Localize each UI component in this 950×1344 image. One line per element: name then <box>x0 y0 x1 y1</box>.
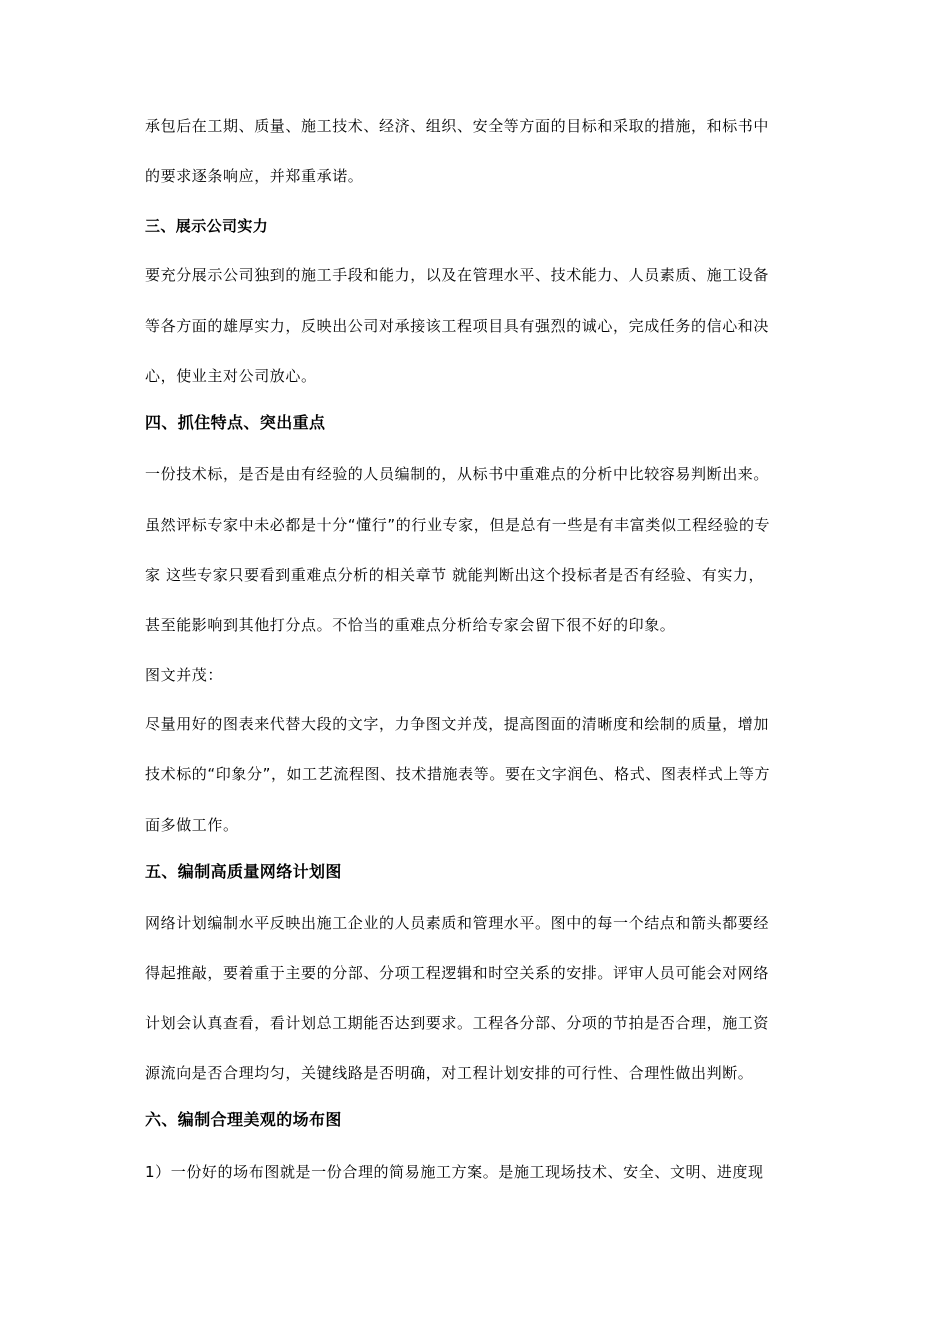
paragraph-line: 技术标的“印象分”，如工艺流程图、技术措施表等。要在文字润色、格式、图表样式上等方 <box>145 765 771 783</box>
paragraph-line: 一份技术标，是否是由有经验的人员编制的，从标书中重难点的分析中比较容易判断出来。 <box>145 465 770 483</box>
paragraph-line: 的要求逐条响应，并郑重承诺。 <box>145 167 364 185</box>
section-heading: 三、展示公司实力 <box>145 217 269 235</box>
paragraph-line: 面多做工作。 <box>145 816 239 834</box>
subheading: 图文并茂： <box>145 666 224 684</box>
paragraph-line: 家 这些专家只要看到重难点分析的相关章节 就能判断出这个投标者是否有经验、有实力， <box>145 566 765 584</box>
section-heading: 六、编制合理美观的场布图 <box>145 1110 342 1129</box>
paragraph-line: 心，使业主对公司放心。 <box>145 367 317 385</box>
paragraph-line: 等各方面的雄厚实力，反映出公司对承接该工程项目具有强烈的诚心，完成任务的信心和决 <box>145 317 770 335</box>
paragraph-line: 得起推敲，要着重于主要的分部、分项工程逻辑和时空关系的安排。评审人员可能会对网络 <box>145 964 770 982</box>
paragraph-line: 要充分展示公司独到的施工手段和能力，以及在管理水平、技术能力、人员素质、施工设备 <box>145 266 770 284</box>
paragraph-line: 计划会认真查看，看计划总工期能否达到要求。工程各分部、分项的节拍是否合理，施工资 <box>145 1014 770 1032</box>
paragraph-line: 甚至能影响到其他打分点。不恰当的重难点分析给专家会留下很不好的印象。 <box>145 616 676 634</box>
paragraph-line: 尽量用好的图表来代替大段的文字，力争图文并茂，提高图面的清晰度和绘制的质量，增加 <box>145 715 770 733</box>
paragraph-line: 网络计划编制水平反映出施工企业的人员素质和管理水平。图中的每一个结点和箭头都要经 <box>145 914 770 932</box>
section-heading: 四、抓住特点、突出重点 <box>145 413 326 432</box>
paragraph-line: 虽然评标专家中未必都是十分“懂行”的行业专家，但是总有一些是有丰富类似工程经验的专 <box>145 516 771 534</box>
paragraph-line: 源流向是否合理均匀，关键线路是否明确，对工程计划安排的可行性、合理性做出判断。 <box>145 1064 754 1082</box>
section-heading: 五、编制高质量网络计划图 <box>145 862 342 881</box>
paragraph-line: 1）一份好的场布图就是一份合理的简易施工方案。是施工现场技术、安全、文明、进度现 <box>145 1163 764 1181</box>
paragraph-line: 承包后在工期、质量、施工技术、经济、组织、安全等方面的目标和采取的措施，和标书中 <box>145 117 770 135</box>
